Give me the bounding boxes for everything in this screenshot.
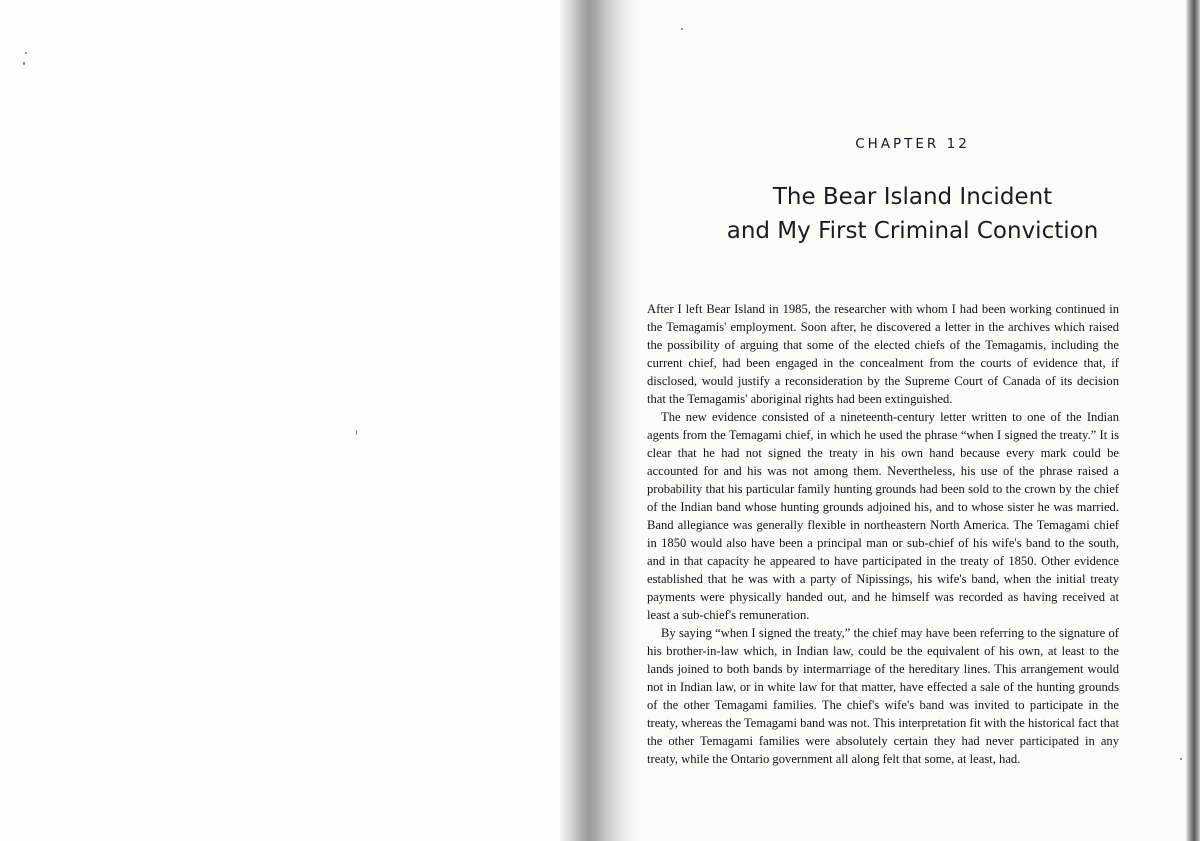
scan-speck	[681, 28, 683, 30]
book-gutter-shadow	[560, 0, 640, 841]
chapter-body-text	[647, 300, 1119, 768]
scan-speck	[23, 62, 25, 65]
scan-speck	[25, 52, 27, 54]
body-paragraph-2: The new evidence consisted of a nineteenth-century letter written to one of the Indian agents from the Temagami chief, in which he used the phrase “when I signed the treaty.” It is clear that he had not signed the treaty in his own hand because every mark could be accounted for and his was not among them. Nevertheless, his use of the phrase raised a probability that his particular family hunting grounds had been sold to the crown by the chief of the Indian band whose hunting grounds adjoined his, and to whose sister he was married. Band allegiance was generally flexible in northeastern North America. The Temagami chief in 1850 would also have been a principal man or sub-chief of his wife's band to the south, and in that capacity he appeared to have participated in the treaty of 1850. Other evidence established that he was with a party of Nipissings, his wife's band, when the initial treaty payments were physically handed out, and he himself was recorded as having received at least a sub-chief's remuneration.	[647, 410, 1119, 622]
scan-speck	[356, 430, 357, 435]
chapter-number: CHAPTER 12	[855, 136, 970, 152]
page-edge-shadow	[1186, 0, 1200, 841]
chapter-title	[640, 180, 1185, 248]
chapter-title-line-1: The Bear Island Incident	[772, 184, 1053, 210]
scan-speck	[1180, 758, 1182, 760]
body-paragraph-3: By saying “when I signed the treaty,” the chief may have been referring to the signature of his brother-in-law which, in Indian law, could be the equivalent of his own, at least to the lands joined to both bands by intermarriage of the hereditary lines. This arrangement would not in Indian law, or in white law for that matter, have effected a sale of the hunting grounds of the other Temagami families. The chief's wife's band was invited to participate in the treaty, whereas the Temagami band was not. This interpretation fit with the historical fact that the other Temagami families were absolutely certain they had never participated in any treaty, while the Ontario government all along felt that some, at least, had.	[647, 626, 1119, 766]
left-page-blank	[0, 0, 572, 841]
body-paragraph-1: After I left Bear Island in 1985, the researcher with whom I had been working continued in the Temagamis' employment. Soon after, he discovered a letter in the archives which raised the possibility of arguing that some of the elected chiefs of the Temagamis, including the current chief, had been engaged in the concealment from the courts of evidence that, if disclosed, would justify a reconsideration by the Supreme Court of Canada of its decision that the Temagamis' aboriginal rights had been extinguished.	[647, 302, 1119, 406]
chapter-title-line-2: and My First Criminal Conviction	[726, 218, 1099, 244]
